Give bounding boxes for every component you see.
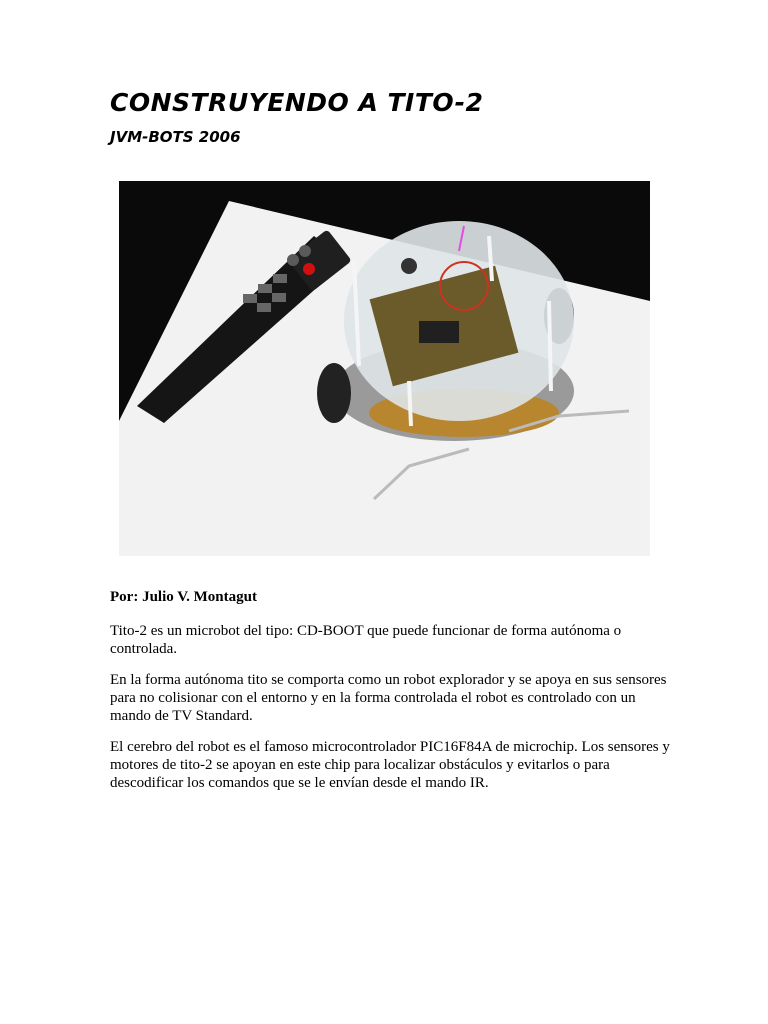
remote-red-button bbox=[303, 263, 315, 275]
robot-photo bbox=[119, 181, 650, 556]
paragraph-modes: En la forma autónoma tito se comporta como un robot explorador y se apoya en sus sensores para no colisionar con el entorno y en la forma controlada el robot es controlado con un mando de TV Standard. bbox=[110, 672, 667, 724]
document-subtitle: JVM-BOTS 2006 bbox=[110, 128, 241, 146]
document-title: CONSTRUYENDO A TITO-2 bbox=[110, 88, 484, 117]
left-wheel bbox=[317, 363, 351, 423]
paragraph-intro: Tito-2 es un microbot del tipo: CD-BOOT que puede funcionar de forma autónoma o controlada. bbox=[110, 623, 622, 657]
robot-photo-illustration bbox=[119, 181, 650, 556]
paragraph-microcontroller: El cerebro del robot es el famoso microcontrolador PIC16F84A de microchip. Los sensores y motores de tito-2 se apoyan en este chip para localizar obstáculos y evitarlos o para descodificar los comandos que se le envían desde el mando IR. bbox=[110, 739, 670, 791]
author-line: Por: Julio V. Montagut bbox=[110, 589, 257, 605]
chip bbox=[419, 321, 459, 343]
